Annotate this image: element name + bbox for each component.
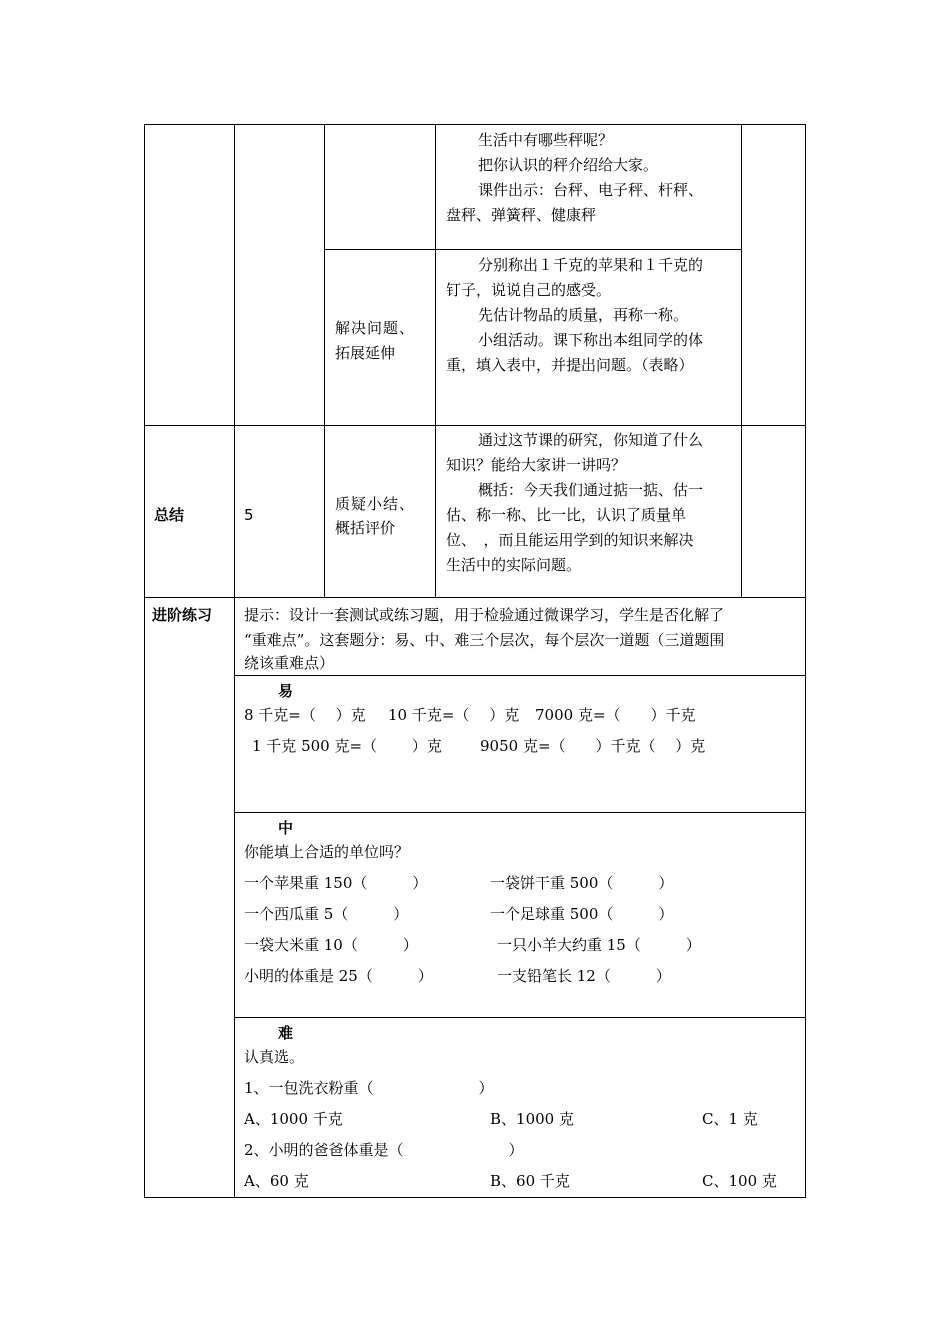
- medium-q2-right: 一个足球重 500（ ）: [490, 905, 674, 923]
- easy-q4: 1 千克 500 克=（ ）克: [252, 737, 442, 755]
- solve-line-3: 先估计物品的质量，再称一称。: [478, 306, 689, 324]
- solve-line-4: 小组活动。课下称出本组同学的体: [478, 331, 704, 349]
- top-content-line-1: 生活中有哪些秤呢？: [478, 131, 614, 149]
- solve-line-5: 重，填入表中，并提出问题。（表略）: [446, 356, 694, 374]
- row-line-practice-top: [144, 597, 806, 598]
- row-line-medium-top: [234, 812, 806, 813]
- summary-line-5: 位、 ，而且能运用学到的知识来解决: [446, 531, 694, 549]
- hard-q2-option-b: B、60 千克: [490, 1172, 570, 1190]
- summary-line-1: 通过这节课的研究，你知道了什么: [478, 431, 704, 449]
- easy-q1: 8 千克=（ ）克: [244, 706, 366, 724]
- hard-q1-option-b: B、1000 克: [490, 1110, 574, 1128]
- table-border-bottom: [144, 1197, 806, 1198]
- col-line-3: [435, 124, 436, 597]
- solve-line-1: 分别称出１千克的苹果和１千克的: [478, 256, 704, 274]
- hard-q1-option-c: C、1 克: [702, 1110, 758, 1128]
- hard-q2-option-c: C、100 克: [702, 1172, 777, 1190]
- hard-title: 难: [278, 1024, 294, 1042]
- top-content-line-2: 把你认识的秤介绍给大家。: [478, 156, 659, 174]
- col-line-2: [324, 124, 325, 597]
- row-line-easy-top: [234, 675, 806, 676]
- practice-hint-line-3: 绕该重难点）: [244, 654, 335, 672]
- medium-q1-right: 一袋饼干重 500（ ）: [490, 874, 674, 892]
- medium-title: 中: [278, 819, 294, 837]
- medium-q2-left: 一个西瓜重 5（ ）: [244, 905, 409, 923]
- summary-activity-1: 质疑小结、: [335, 495, 416, 513]
- table-border-left: [144, 124, 145, 1198]
- medium-q3-left: 一袋大米重 10（ ）: [244, 936, 418, 954]
- row-line-inner: [324, 249, 742, 250]
- medium-prompt: 你能填上合适的单位吗？: [244, 843, 410, 861]
- col-line-1: [234, 124, 235, 1198]
- hard-q2-option-a: A、60 克: [244, 1172, 309, 1190]
- easy-q3: 7000 克=（ ）千克: [535, 706, 696, 724]
- hard-q2: 2、小明的爸爸体重是（ ）: [244, 1141, 524, 1159]
- summary-stage-label: 总结: [154, 506, 185, 524]
- easy-q2: 10 千克=（ ）克: [388, 706, 520, 724]
- summary-line-2: 知识？能给大家讲一讲吗？: [446, 456, 627, 474]
- row-line-hard-top: [234, 1017, 806, 1018]
- row-line-summary-top: [144, 425, 806, 426]
- summary-line-3: 概括：今天我们通过掂一掂、估一: [478, 481, 704, 499]
- summary-minutes: 5: [244, 506, 254, 524]
- practice-hint-line-2: “重难点”。这套题分：易、中、难三个层次，每个层次一道题（三道题围: [244, 631, 725, 649]
- solve-line-2: 钉子，说说自己的感受。: [446, 281, 612, 299]
- medium-q4-right: 一支铅笔长 12（ ）: [497, 967, 671, 985]
- medium-q3-right: 一只小羊大约重 15（ ）: [497, 936, 701, 954]
- summary-line-4: 估、称一称、比一比，认识了质量单: [446, 506, 687, 524]
- hard-q1-option-a: A、1000 千克: [244, 1110, 343, 1128]
- hard-q1: 1、一包洗衣粉重（ ）: [244, 1079, 494, 1097]
- hard-prompt: 认真选。: [244, 1048, 305, 1066]
- practice-label: 进阶练习: [152, 606, 213, 624]
- medium-q1-left: 一个苹果重 150（ ）: [244, 874, 428, 892]
- easy-q5: 9050 克=（ ）千克（ ）克: [480, 737, 706, 755]
- medium-q4-left: 小明的体重是 25（ ）: [244, 967, 433, 985]
- table-border-right: [805, 124, 806, 1198]
- activity-label-solve-1: 解决问题、: [335, 319, 416, 337]
- col-line-4: [741, 124, 742, 597]
- summary-line-6: 生活中的实际问题。: [446, 556, 582, 574]
- practice-hint-line-1: 提示：设计一套测试或练习题，用于检验通过微课学习，学生是否化解了: [244, 606, 725, 624]
- easy-title: 易: [278, 682, 294, 700]
- activity-label-solve-2: 拓展延伸: [335, 344, 396, 362]
- table-border-top: [144, 124, 806, 125]
- top-content-line-4: 盘秤、弹簧秤、健康秤: [446, 206, 597, 224]
- top-content-line-3: 课件出示：台秤、电子秤、杆秤、: [478, 181, 704, 199]
- summary-activity-2: 概括评价: [335, 519, 396, 537]
